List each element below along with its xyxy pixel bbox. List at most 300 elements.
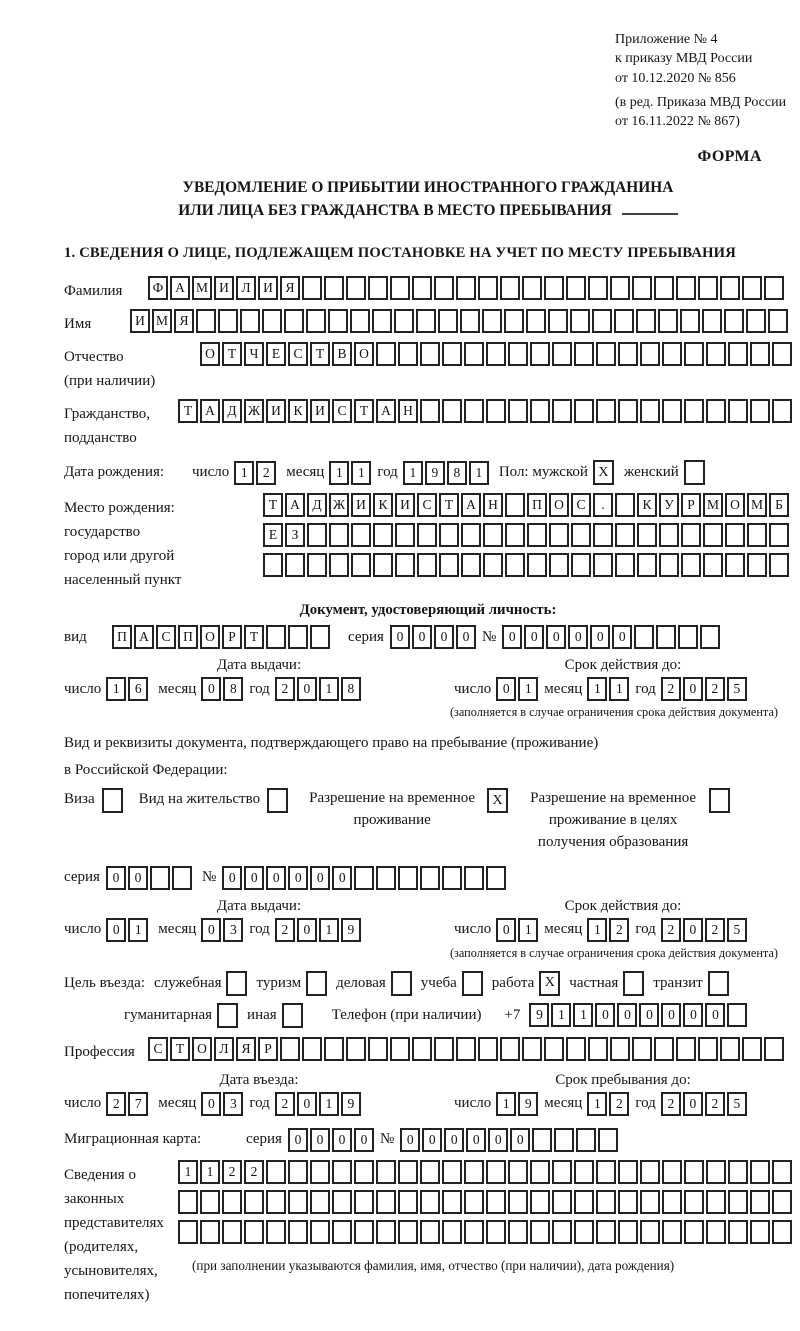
char-box[interactable] [376,342,396,366]
char-box[interactable]: С [571,493,591,517]
char-box[interactable] [724,309,744,333]
char-box[interactable] [354,1160,374,1184]
char-box[interactable] [706,399,726,423]
char-box[interactable]: 2 [661,918,681,942]
char-box[interactable] [728,342,748,366]
char-box[interactable]: Р [222,625,242,649]
char-box[interactable] [222,1190,242,1214]
char-box[interactable]: 3 [223,918,243,942]
char-box[interactable] [703,523,723,547]
char-box[interactable] [280,1037,300,1061]
char-box[interactable] [772,399,792,423]
char-box[interactable] [398,1220,418,1244]
char-box[interactable] [244,1220,264,1244]
char-box[interactable]: 1 [178,1160,198,1184]
char-box[interactable] [505,553,525,577]
sex-female-checkbox[interactable] [684,460,705,485]
char-box[interactable]: Я [280,276,300,300]
char-box[interactable]: 0 [488,1128,508,1152]
char-box[interactable] [610,1037,630,1061]
char-box[interactable]: 9 [341,918,361,942]
char-box[interactable]: 0 [590,625,610,649]
char-box[interactable] [200,1220,220,1244]
char-box[interactable] [460,309,480,333]
char-box[interactable] [346,276,366,300]
char-box[interactable]: А [134,625,154,649]
char-box[interactable]: О [192,1037,212,1061]
char-box[interactable] [706,1190,726,1214]
char-box[interactable] [530,1190,550,1214]
char-box[interactable] [544,276,564,300]
char-box[interactable]: П [112,625,132,649]
char-box[interactable] [632,1037,652,1061]
char-box[interactable]: 1 [128,918,148,942]
char-box[interactable] [332,1190,352,1214]
char-box[interactable] [288,1190,308,1214]
char-box[interactable]: 9 [518,1092,538,1116]
char-box[interactable] [310,1190,330,1214]
char-box[interactable] [302,276,322,300]
char-box[interactable] [372,309,392,333]
char-box[interactable] [478,276,498,300]
char-box[interactable] [596,1160,616,1184]
char-box[interactable]: 2 [705,1092,725,1116]
char-box[interactable] [461,523,481,547]
char-box[interactable] [654,276,674,300]
char-box[interactable] [522,276,542,300]
char-box[interactable] [596,399,616,423]
char-box[interactable]: 0 [639,1003,659,1027]
char-box[interactable]: 1 [234,461,254,485]
char-box[interactable]: 8 [223,677,243,701]
char-box[interactable] [346,1037,366,1061]
char-box[interactable] [727,1003,747,1027]
char-box[interactable] [588,1037,608,1061]
char-box[interactable] [588,276,608,300]
char-box[interactable]: 0 [288,1128,308,1152]
char-box[interactable] [598,1128,618,1152]
char-box[interactable]: 0 [266,866,286,890]
purpose-business-checkbox[interactable] [391,971,412,996]
char-box[interactable] [376,1220,396,1244]
sex-male-checkbox[interactable]: X [593,460,614,485]
char-box[interactable] [678,625,698,649]
char-box[interactable] [725,523,745,547]
char-box[interactable] [486,342,506,366]
char-box[interactable]: 2 [609,1092,629,1116]
char-box[interactable]: 0 [128,866,148,890]
char-box[interactable] [592,309,612,333]
purpose-other-checkbox[interactable] [282,1003,303,1028]
char-box[interactable] [508,1220,528,1244]
char-box[interactable] [351,553,371,577]
char-box[interactable] [288,1160,308,1184]
char-box[interactable]: 0 [400,1128,420,1152]
char-box[interactable] [500,276,520,300]
char-box[interactable] [417,553,437,577]
char-box[interactable] [398,1160,418,1184]
char-box[interactable] [750,399,770,423]
char-box[interactable] [527,523,547,547]
char-box[interactable]: 1 [609,677,629,701]
char-box[interactable] [412,1037,432,1061]
char-box[interactable]: 0 [332,1128,352,1152]
char-box[interactable] [702,309,722,333]
purpose-humanitarian-checkbox[interactable] [217,1003,238,1028]
char-box[interactable]: И [351,493,371,517]
char-box[interactable]: 1 [587,918,607,942]
char-box[interactable]: 0 [683,1003,703,1027]
char-box[interactable]: 0 [106,866,126,890]
char-box[interactable] [505,523,525,547]
char-box[interactable] [662,342,682,366]
char-box[interactable]: А [170,276,190,300]
char-box[interactable] [532,1128,552,1152]
char-box[interactable] [706,1220,726,1244]
char-box[interactable]: М [747,493,767,517]
char-box[interactable] [420,1190,440,1214]
char-box[interactable] [310,625,330,649]
char-box[interactable] [263,553,283,577]
char-box[interactable] [354,866,374,890]
char-box[interactable]: Ф [148,276,168,300]
char-box[interactable] [684,1220,704,1244]
char-box[interactable]: 0 [444,1128,464,1152]
char-box[interactable]: 1 [106,677,126,701]
char-box[interactable] [240,309,260,333]
char-box[interactable] [662,1220,682,1244]
char-box[interactable]: 0 [412,625,432,649]
char-box[interactable] [544,1037,564,1061]
visa-checkbox[interactable] [102,788,123,813]
char-box[interactable] [596,1190,616,1214]
char-box[interactable]: Я [174,309,194,333]
char-box[interactable] [328,309,348,333]
char-box[interactable] [442,1190,462,1214]
char-box[interactable]: 0 [201,677,221,701]
char-box[interactable]: 0 [297,918,317,942]
char-box[interactable]: 1 [573,1003,593,1027]
char-box[interactable] [464,399,484,423]
char-box[interactable] [750,1220,770,1244]
char-box[interactable] [218,309,238,333]
char-box[interactable]: 0 [502,625,522,649]
char-box[interactable] [772,1160,792,1184]
char-box[interactable] [593,523,613,547]
char-box[interactable]: 0 [310,866,330,890]
char-box[interactable]: 8 [341,677,361,701]
char-box[interactable] [571,553,591,577]
char-box[interactable]: 1 [469,461,489,485]
char-box[interactable] [486,1190,506,1214]
char-box[interactable]: З [285,523,305,547]
char-box[interactable] [368,276,388,300]
char-box[interactable]: 0 [332,866,352,890]
char-box[interactable]: 2 [275,1092,295,1116]
char-box[interactable] [618,1220,638,1244]
char-box[interactable] [368,1037,388,1061]
char-box[interactable]: 1 [551,1003,571,1027]
char-box[interactable] [434,1037,454,1061]
char-box[interactable] [742,276,762,300]
char-box[interactable] [552,342,572,366]
char-box[interactable] [196,309,216,333]
char-box[interactable]: 9 [529,1003,549,1027]
char-box[interactable] [522,1037,542,1061]
char-box[interactable] [266,625,286,649]
char-box[interactable] [486,1220,506,1244]
char-box[interactable]: 0 [683,677,703,701]
char-box[interactable] [593,553,613,577]
char-box[interactable] [769,553,789,577]
char-box[interactable] [703,553,723,577]
char-box[interactable] [728,1160,748,1184]
char-box[interactable] [398,1190,418,1214]
char-box[interactable] [456,1037,476,1061]
char-box[interactable]: 0 [510,1128,530,1152]
char-box[interactable]: О [725,493,745,517]
char-box[interactable] [618,1190,638,1214]
char-box[interactable] [746,309,766,333]
char-box[interactable]: С [417,493,437,517]
char-box[interactable] [464,1190,484,1214]
char-box[interactable] [574,1160,594,1184]
char-box[interactable]: Д [307,493,327,517]
char-box[interactable] [412,276,432,300]
char-box[interactable] [615,493,635,517]
char-box[interactable] [324,276,344,300]
char-box[interactable]: 5 [727,1092,747,1116]
char-box[interactable] [571,523,591,547]
char-box[interactable] [486,1160,506,1184]
char-box[interactable] [549,523,569,547]
char-box[interactable]: 0 [244,866,264,890]
char-box[interactable]: 0 [466,1128,486,1152]
char-box[interactable] [530,399,550,423]
char-box[interactable] [662,1190,682,1214]
char-box[interactable] [554,1128,574,1152]
char-box[interactable] [266,1190,286,1214]
char-box[interactable]: 5 [727,677,747,701]
purpose-transit-checkbox[interactable] [708,971,729,996]
char-box[interactable] [552,1190,572,1214]
temp-residence-checkbox[interactable]: X [487,788,508,813]
char-box[interactable] [439,553,459,577]
char-box[interactable] [310,1160,330,1184]
char-box[interactable] [640,399,660,423]
char-box[interactable] [150,866,170,890]
char-box[interactable] [725,553,745,577]
char-box[interactable] [244,1190,264,1214]
char-box[interactable] [527,553,547,577]
char-box[interactable] [640,342,660,366]
char-box[interactable] [178,1190,198,1214]
char-box[interactable] [659,523,679,547]
char-box[interactable] [570,309,590,333]
char-box[interactable]: . [593,493,613,517]
char-box[interactable]: Е [266,342,286,366]
char-box[interactable]: 6 [128,677,148,701]
char-box[interactable]: Р [258,1037,278,1061]
char-box[interactable] [684,1190,704,1214]
char-box[interactable] [486,866,506,890]
char-box[interactable] [637,553,657,577]
char-box[interactable]: 0 [568,625,588,649]
char-box[interactable]: Т [439,493,459,517]
char-box[interactable]: Д [222,399,242,423]
char-box[interactable]: С [156,625,176,649]
char-box[interactable]: П [178,625,198,649]
char-box[interactable] [324,1037,344,1061]
char-box[interactable] [764,276,784,300]
char-box[interactable] [772,1190,792,1214]
char-box[interactable] [640,1220,660,1244]
char-box[interactable] [720,1037,740,1061]
char-box[interactable]: 0 [546,625,566,649]
char-box[interactable] [574,1190,594,1214]
char-box[interactable] [398,866,418,890]
char-box[interactable] [442,399,462,423]
char-box[interactable] [478,1037,498,1061]
char-box[interactable] [417,523,437,547]
char-box[interactable]: Н [398,399,418,423]
char-box[interactable]: 0 [705,1003,725,1027]
char-box[interactable]: 1 [319,918,339,942]
char-box[interactable] [302,1037,322,1061]
char-box[interactable] [416,309,436,333]
char-box[interactable] [636,309,656,333]
purpose-tourism-checkbox[interactable] [306,971,327,996]
char-box[interactable] [483,553,503,577]
char-box[interactable]: 2 [661,677,681,701]
char-box[interactable]: У [659,493,679,517]
char-box[interactable] [464,1160,484,1184]
char-box[interactable]: К [373,493,393,517]
char-box[interactable]: О [200,625,220,649]
char-box[interactable] [552,1220,572,1244]
char-box[interactable]: 1 [319,677,339,701]
char-box[interactable] [505,493,525,517]
char-box[interactable] [750,1190,770,1214]
char-box[interactable] [772,342,792,366]
char-box[interactable] [614,309,634,333]
char-box[interactable] [354,1220,374,1244]
char-box[interactable] [684,1160,704,1184]
char-box[interactable]: 0 [422,1128,442,1152]
char-box[interactable]: А [376,399,396,423]
char-box[interactable] [266,1220,286,1244]
char-box[interactable]: О [200,342,220,366]
char-box[interactable] [172,866,192,890]
char-box[interactable]: 2 [256,461,276,485]
char-box[interactable] [769,523,789,547]
char-box[interactable]: 2 [275,918,295,942]
char-box[interactable] [720,276,740,300]
char-box[interactable]: Т [178,399,198,423]
char-box[interactable] [772,1220,792,1244]
char-box[interactable] [395,523,415,547]
char-box[interactable]: Т [244,625,264,649]
char-box[interactable]: 2 [609,918,629,942]
char-box[interactable]: 1 [403,461,423,485]
char-box[interactable]: 0 [310,1128,330,1152]
purpose-private-checkbox[interactable] [623,971,644,996]
char-box[interactable]: 2 [705,677,725,701]
char-box[interactable] [530,342,550,366]
char-box[interactable] [566,276,586,300]
char-box[interactable] [461,553,481,577]
char-box[interactable]: С [148,1037,168,1061]
char-box[interactable] [500,1037,520,1061]
char-box[interactable] [284,309,304,333]
char-box[interactable]: Л [236,276,256,300]
char-box[interactable] [482,309,502,333]
char-box[interactable] [222,1220,242,1244]
char-box[interactable] [420,399,440,423]
char-box[interactable] [288,625,308,649]
char-box[interactable]: 0 [496,677,516,701]
purpose-study-checkbox[interactable] [462,971,483,996]
char-box[interactable] [681,553,701,577]
char-box[interactable]: 3 [223,1092,243,1116]
char-box[interactable]: К [637,493,657,517]
char-box[interactable] [420,1220,440,1244]
char-box[interactable] [700,625,720,649]
char-box[interactable]: И [130,309,150,333]
char-box[interactable] [618,342,638,366]
char-box[interactable] [395,553,415,577]
char-box[interactable] [676,276,696,300]
char-box[interactable] [747,523,767,547]
char-box[interactable] [728,399,748,423]
char-box[interactable]: Б [769,493,789,517]
char-box[interactable]: 0 [297,1092,317,1116]
char-box[interactable]: А [200,399,220,423]
char-box[interactable] [530,1160,550,1184]
char-box[interactable] [681,523,701,547]
char-box[interactable] [728,1220,748,1244]
char-box[interactable]: 0 [201,918,221,942]
char-box[interactable]: 2 [705,918,725,942]
char-box[interactable]: 2 [275,677,295,701]
char-box[interactable] [442,342,462,366]
char-box[interactable] [574,342,594,366]
char-box[interactable] [262,309,282,333]
char-box[interactable] [548,309,568,333]
char-box[interactable] [376,1160,396,1184]
char-box[interactable] [750,342,770,366]
char-box[interactable]: 0 [496,918,516,942]
char-box[interactable]: О [354,342,374,366]
char-box[interactable] [508,1190,528,1214]
char-box[interactable] [354,1190,374,1214]
char-box[interactable]: Р [681,493,701,517]
char-box[interactable] [266,1160,286,1184]
char-box[interactable]: М [192,276,212,300]
char-box[interactable] [332,1220,352,1244]
char-box[interactable]: О [549,493,569,517]
char-box[interactable]: Я [236,1037,256,1061]
char-box[interactable]: 0 [683,918,703,942]
char-box[interactable]: Н [483,493,503,517]
char-box[interactable] [398,342,418,366]
char-box[interactable]: 1 [518,677,538,701]
char-box[interactable] [526,309,546,333]
char-box[interactable]: 9 [341,1092,361,1116]
char-box[interactable] [549,553,569,577]
char-box[interactable] [351,523,371,547]
char-box[interactable] [566,1037,586,1061]
